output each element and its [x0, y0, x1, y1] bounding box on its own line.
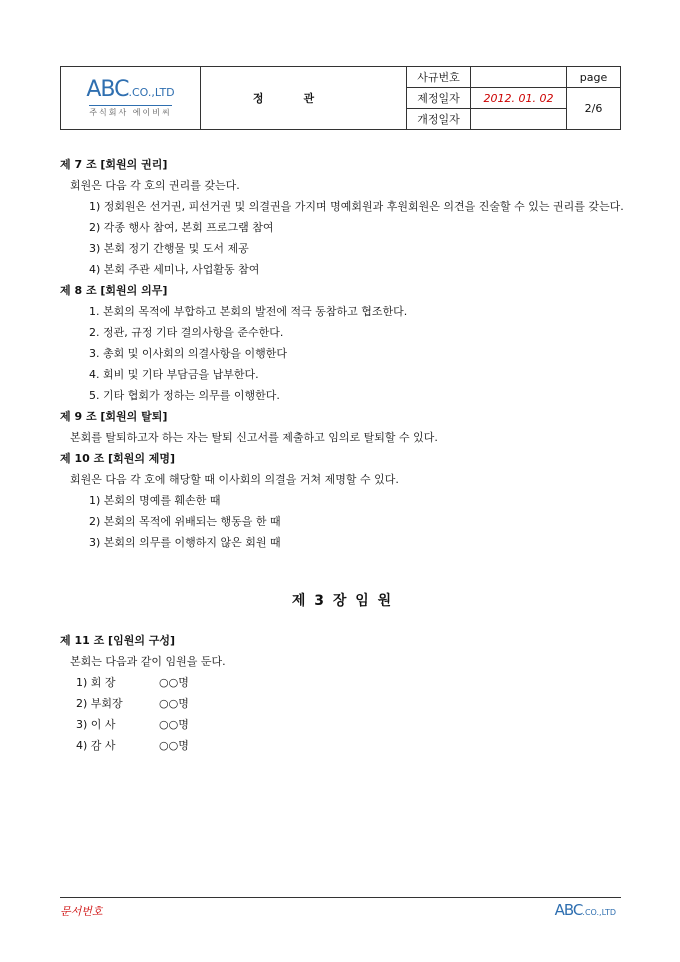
- label-revise-date: 개정일자: [407, 109, 471, 130]
- list-item: 5. 기타 협회가 정하는 의무를 이행한다.: [89, 389, 280, 402]
- list-item: 4) 본회 주관 세미나, 사업활동 참여: [89, 263, 260, 276]
- footer-divider: [60, 897, 621, 898]
- page-label: page: [567, 67, 621, 88]
- list-item: 2) 본회의 목적에 위배되는 행동을 한 때: [89, 515, 281, 528]
- officer-count: ○○명: [159, 697, 189, 710]
- list-item: 1. 본회의 목적에 부합하고 본회의 발전에 적극 동참하고 협조한다.: [89, 305, 408, 318]
- logo-main-text: ABC: [86, 76, 129, 102]
- list-item: 3) 본회의 의무를 이행하지 않은 회원 때: [89, 536, 281, 549]
- footer-logo: [555, 901, 616, 919]
- list-item: 3. 총회 및 이사회의 의결사항을 이행한다: [89, 347, 287, 360]
- article-title: 제 7 조 [회원의 권리]: [60, 158, 168, 171]
- value-enact-date: 2012. 01. 02: [471, 88, 567, 109]
- footer-logo-suffix: .CO.,LTD: [582, 908, 616, 917]
- footer-logo-main: ABC: [554, 901, 583, 919]
- officer-role: 3) 이 사: [76, 718, 116, 731]
- logo-suffix-text: .CO.,LTD: [128, 85, 175, 99]
- article-intro: 회원은 다음 각 호에 해당할 때 이사회의 의결을 거쳐 제명할 수 있다.: [70, 473, 399, 486]
- officer-count: ○○명: [159, 718, 189, 731]
- page-number: 2/6: [567, 88, 621, 130]
- article-7: [60, 154, 625, 280]
- officer-count: ○○명: [159, 676, 189, 689]
- list-item: 3) 본회 정기 간행물 및 도서 제공: [89, 242, 249, 255]
- officer-count: ○○명: [159, 739, 189, 752]
- value-rule-no: [471, 67, 567, 88]
- list-item: 4. 회비 및 기타 부담금을 납부한다.: [89, 368, 259, 381]
- label-rule-no: 사규번호: [407, 67, 471, 88]
- logo-sub-text: 주식회사 에이비씨: [89, 105, 171, 118]
- article-10: [60, 448, 625, 553]
- officer-role: 1) 회 장: [76, 676, 116, 689]
- officer-row: [76, 714, 625, 735]
- footer-document-number: 문서번호: [60, 905, 103, 918]
- officer-row: [76, 672, 625, 693]
- article-11: [60, 630, 625, 756]
- document-header: [60, 66, 621, 130]
- article-title: 제 9 조 [회원의 탈퇴]: [60, 410, 168, 423]
- document-body: [60, 154, 625, 756]
- article-intro: 본회는 다음과 같이 임원을 둔다.: [70, 655, 226, 668]
- officer-row: [76, 693, 625, 714]
- officer-row: [76, 735, 625, 756]
- label-enact-date: 제정일자: [407, 88, 471, 109]
- company-logo: [61, 67, 201, 130]
- chapter-title: 제 3 장 임 원: [291, 593, 394, 609]
- article-title: 제 11 조 [임원의 구성]: [60, 634, 176, 647]
- article-intro: 본회를 탈퇴하고자 하는 자는 탈퇴 신고서를 제출하고 임의로 탈퇴할 수 있다.: [70, 431, 438, 444]
- article-title: 제 10 조 [회원의 제명]: [60, 452, 176, 465]
- officer-role: 2) 부회장: [76, 697, 123, 710]
- officer-role: 4) 감 사: [76, 739, 116, 752]
- value-revise-date: [471, 109, 567, 130]
- list-item: 2. 정관, 규정 기타 결의사항을 준수한다.: [89, 326, 284, 339]
- document-title: 정관: [201, 67, 407, 130]
- list-item: 1) 본회의 명예를 훼손한 때: [89, 494, 221, 507]
- list-item: 2) 각종 행사 참여, 본회 프로그램 참여: [89, 221, 274, 234]
- article-8: [60, 280, 625, 406]
- article-intro: 회원은 다음 각 호의 권리를 갖는다.: [70, 179, 240, 192]
- list-item: 1) 정회원은 선거권, 피선거권 및 의결권을 가지며 명예회원과 후원회원은 의견을 진술할 수 있는 권리를 갖는다.: [89, 200, 624, 213]
- article-9: [60, 406, 625, 448]
- article-title: 제 8 조 [회원의 의무]: [60, 284, 168, 297]
